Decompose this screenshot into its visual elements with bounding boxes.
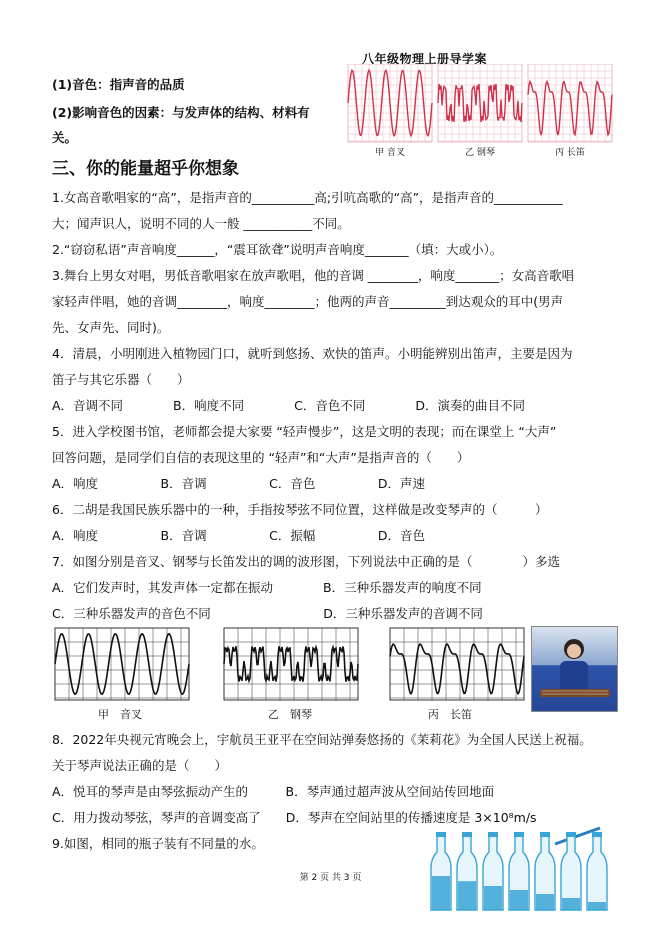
bottles-figure [425, 826, 620, 912]
question-line: 4．清晨，小明刚进入植物园门口，就听到悠扬、欢快的笛声。小明能辨别出笛声，主要是因为 [52, 346, 573, 361]
top-wave-label-a: 甲 音叉 [375, 148, 405, 158]
bottle-cap-icon [592, 832, 602, 837]
section-title: 三、你的能量超乎你想象 [52, 159, 239, 179]
waveform-trace [224, 646, 358, 681]
astronaut-guzheng-photo [531, 626, 618, 712]
option-line: A．响度 B．音调 C．振幅 D．音色 [52, 528, 425, 543]
question-line: 6．二胡是我国民族乐器中的一种，手指按琴弦不同位置，这样做是改变琴声的（ ） [52, 502, 548, 517]
question-line: 3.舞台上男女对唱，男低音歌唱家在放声歌唱，他的音调 ________，响度_______；女高音歌唱 [52, 268, 575, 283]
definition-factors-cont: 关。 [52, 130, 78, 145]
option-line: A．响度 B．音调 C．音色 D．声速 [52, 476, 425, 491]
question-line: 家轻声伴唱，她的音调________，响度________；他两的声音_________到达观众的耳中(男声 [52, 294, 564, 309]
page-header-title: 八年级物理上册导学案 [362, 52, 488, 66]
bottle-cap-icon [566, 832, 576, 837]
question-line: 7．如图分别是音叉、钢琴与长笛发出的调的波形图，下列说法中正确的是（ ）多选 [52, 554, 560, 569]
wave-label-flute: 丙 长笛 [428, 708, 472, 721]
question-line: 先、女声先、同时)。 [52, 320, 170, 335]
waveform-figures [52, 626, 532, 716]
option-line: A．悦耳的琴声是由琴弦振动产生的 B．琴声通过超声波从空间站传回地面 [52, 784, 495, 799]
option-line: A．音调不同 B．响度不同 C．音色不同 D．演奏的曲目不同 [52, 398, 525, 413]
astronaut-figure-icon [532, 627, 617, 711]
definition-timbre: (1)音色：指声音的品质 [52, 77, 185, 92]
question-line: 大；闻声识人，说明不同的人一般 ___________不同。 [52, 216, 350, 231]
wave-label-piano: 乙 钢琴 [268, 708, 312, 721]
option-line: C．用力拨动琴弦，琴声的音调变高了 D．琴声在空间站里的传播速度是 3×10⁸m/s [52, 810, 537, 825]
waveform-trace [438, 84, 522, 122]
question-line: 1.女高音歌唱家的“高”，是指声音的__________高;引吭高歌的“高”，是指声音的___________ [52, 190, 563, 205]
question-line: 关于琴声说法正确的是（ ） [52, 758, 228, 773]
waveform-trace [55, 634, 189, 694]
bottles-svg [425, 826, 620, 912]
bottle-cap-icon [514, 832, 524, 837]
option-line: C．三种乐器发声的音色不同 D．三种乐器发声的音调不同 [52, 606, 483, 621]
question-line: 回答问题，是同学们自信的表现这里的 “轻声”和“大声”是指声音的（ ） [52, 450, 470, 465]
wave-label-tuning-fork: 甲 音叉 [98, 708, 142, 721]
bottle-cap-icon [540, 832, 550, 837]
bottle-cap-icon [488, 832, 498, 837]
question-line: 5．进入学校图书馆，老师都会提大家要 “轻声慢步”，这是文明的表现；而在课堂上 “大声” [52, 424, 557, 439]
bottle-water [484, 886, 502, 910]
bottle-cap-icon [436, 832, 446, 837]
definition-factors: (2)影响音色的因素：与发声体的结构、材料有 [52, 105, 310, 120]
waveform-figures-svg [52, 626, 532, 716]
waveform-frame [390, 628, 524, 700]
bottle-water [458, 881, 476, 910]
question-line: 9.如图，相同的瓶子装有不同量的水。 [52, 836, 264, 851]
top-wave-label-c: 丙 长笛 [555, 148, 585, 158]
bottle-water [536, 894, 554, 910]
question-line: 笛子与其它乐器（ ） [52, 372, 190, 387]
bottle-water [588, 902, 606, 910]
option-line: A．它们发声时，其发声体一定都在振动 B．三种乐器发声的响度不同 [52, 580, 482, 595]
waveform-trace [390, 644, 524, 694]
bottle-cap-icon [462, 832, 472, 837]
bottle-water [562, 898, 580, 910]
page-footer: 第 2 页 共 3 页 [299, 873, 362, 883]
bottle-water [510, 890, 528, 910]
question-line: 2.“窃窃私语”声音响度______，“震耳欲聋”说明声音响度_______（填：大或小）。 [52, 242, 503, 257]
question-line: 8．2022年央视元宵晚会上，宇航员王亚平在空间站弹奏悠扬的《茉莉花》为全国人民送上祝福。 [52, 732, 592, 747]
top-wave-label-b: 乙 钢琴 [465, 148, 495, 158]
